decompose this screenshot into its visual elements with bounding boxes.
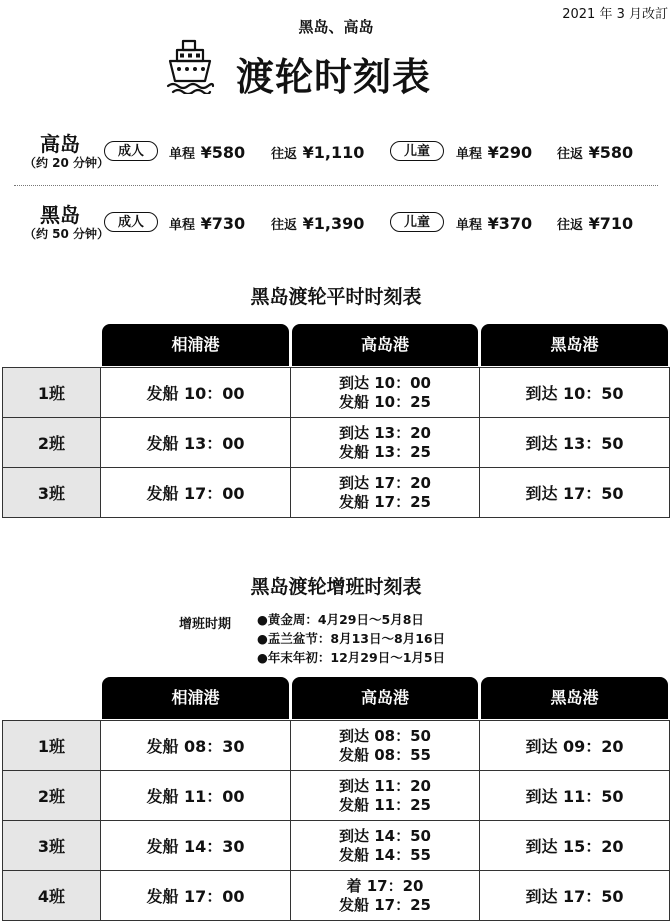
subtitle: 黑岛、高岛: [298, 18, 374, 36]
ainoura-time: 发船 13：00: [101, 418, 291, 468]
list-item: ●盂兰盆节：8月13日～8月16日: [257, 631, 446, 646]
extra-period-label: 增班时期: [179, 617, 232, 632]
child-one-way: 单程 ¥290: [456, 143, 533, 162]
table-row: [3, 418, 670, 468]
list-item: ●黄金周：4月29日～5月8日: [257, 612, 424, 627]
kuroshima-time: 到达 10：50: [480, 368, 670, 418]
fare-destination: 黑岛: [40, 203, 80, 227]
trip-label: 1班: [3, 721, 101, 771]
column-header-takashima: 高岛港: [292, 324, 478, 366]
divider: [14, 185, 658, 186]
adult-one-way: 单程 ¥580: [169, 143, 246, 162]
ainoura-time: 发船 10：00: [101, 368, 291, 418]
ship-icon: [165, 38, 215, 94]
kuroshima-time: 到达 11：50: [480, 771, 670, 821]
takashima-times: 到达 10：00 发船 10：25: [291, 368, 480, 418]
takashima-times: 到达 14：50 发船 14：55: [291, 821, 480, 871]
table-row: [3, 368, 670, 418]
adult-badge: 成人: [104, 212, 158, 232]
takashima-times: 到达 11：20 发船 11：25: [291, 771, 480, 821]
column-header-takashima: 高岛港: [292, 677, 478, 719]
table-row: [3, 721, 670, 771]
fare-destination: 高岛: [40, 132, 80, 156]
child-badge: 儿童: [390, 212, 444, 232]
regular-timetable: [2, 367, 670, 518]
column-header-kuroshima: 黑岛港: [481, 677, 668, 719]
ainoura-time: 发船 17：00: [101, 468, 291, 518]
extra-timetable: [2, 720, 670, 921]
ainoura-time: 发船 17：00: [101, 871, 291, 921]
takashima-times: 到达 13：20 发船 13：25: [291, 418, 480, 468]
kuroshima-time: 到达 13：50: [480, 418, 670, 468]
table-row: [3, 771, 670, 821]
kuroshima-time: 到达 17：50: [480, 871, 670, 921]
table-row: [3, 821, 670, 871]
extra-period-list: [257, 610, 445, 667]
fare-duration: （约 20 分钟）: [24, 156, 110, 170]
adult-round-trip: 往返 ¥1,110: [271, 143, 365, 162]
revision-date: 2021 年 3 月改訂: [562, 7, 668, 22]
kuroshima-time: 到达 17：50: [480, 468, 670, 518]
extra-timetable-title: 黑岛渡轮增班时刻表: [250, 576, 422, 598]
page-title: 渡轮时刻表: [236, 55, 432, 99]
trip-label: 2班: [3, 771, 101, 821]
child-round-trip: 往返 ¥710: [557, 214, 634, 233]
child-round-trip: 往返 ¥580: [557, 143, 634, 162]
trip-label: 3班: [3, 821, 101, 871]
table-row: [3, 468, 670, 518]
adult-one-way: 单程 ¥730: [169, 214, 246, 233]
child-one-way: 单程 ¥370: [456, 214, 533, 233]
regular-timetable-title: 黑岛渡轮平时时刻表: [250, 286, 422, 308]
column-header-ainoura: 相浦港: [102, 677, 289, 719]
fare-row-kuroshima: [0, 199, 672, 249]
takashima-times: 着 17：20 发船 17：25: [291, 871, 480, 921]
ainoura-time: 发船 11：00: [101, 771, 291, 821]
adult-badge: 成人: [104, 141, 158, 161]
adult-round-trip: 往返 ¥1,390: [271, 214, 365, 233]
table-row: [3, 871, 670, 921]
trip-label: 2班: [3, 418, 101, 468]
kuroshima-time: 到达 15：20: [480, 821, 670, 871]
fare-row-takashima: [0, 128, 672, 178]
child-badge: 儿童: [390, 141, 444, 161]
ainoura-time: 发船 14：30: [101, 821, 291, 871]
fare-duration: （约 50 分钟）: [24, 227, 110, 241]
ainoura-time: 发船 08：30: [101, 721, 291, 771]
trip-label: 1班: [3, 368, 101, 418]
takashima-times: 到达 17：20 发船 17：25: [291, 468, 480, 518]
kuroshima-time: 到达 09：20: [480, 721, 670, 771]
column-header-ainoura: 相浦港: [102, 324, 289, 366]
column-header-kuroshima: 黑岛港: [481, 324, 668, 366]
trip-label: 3班: [3, 468, 101, 518]
trip-label: 4班: [3, 871, 101, 921]
takashima-times: 到达 08：50 发船 08：55: [291, 721, 480, 771]
list-item: ●年末年初：12月29日～1月5日: [257, 650, 446, 665]
